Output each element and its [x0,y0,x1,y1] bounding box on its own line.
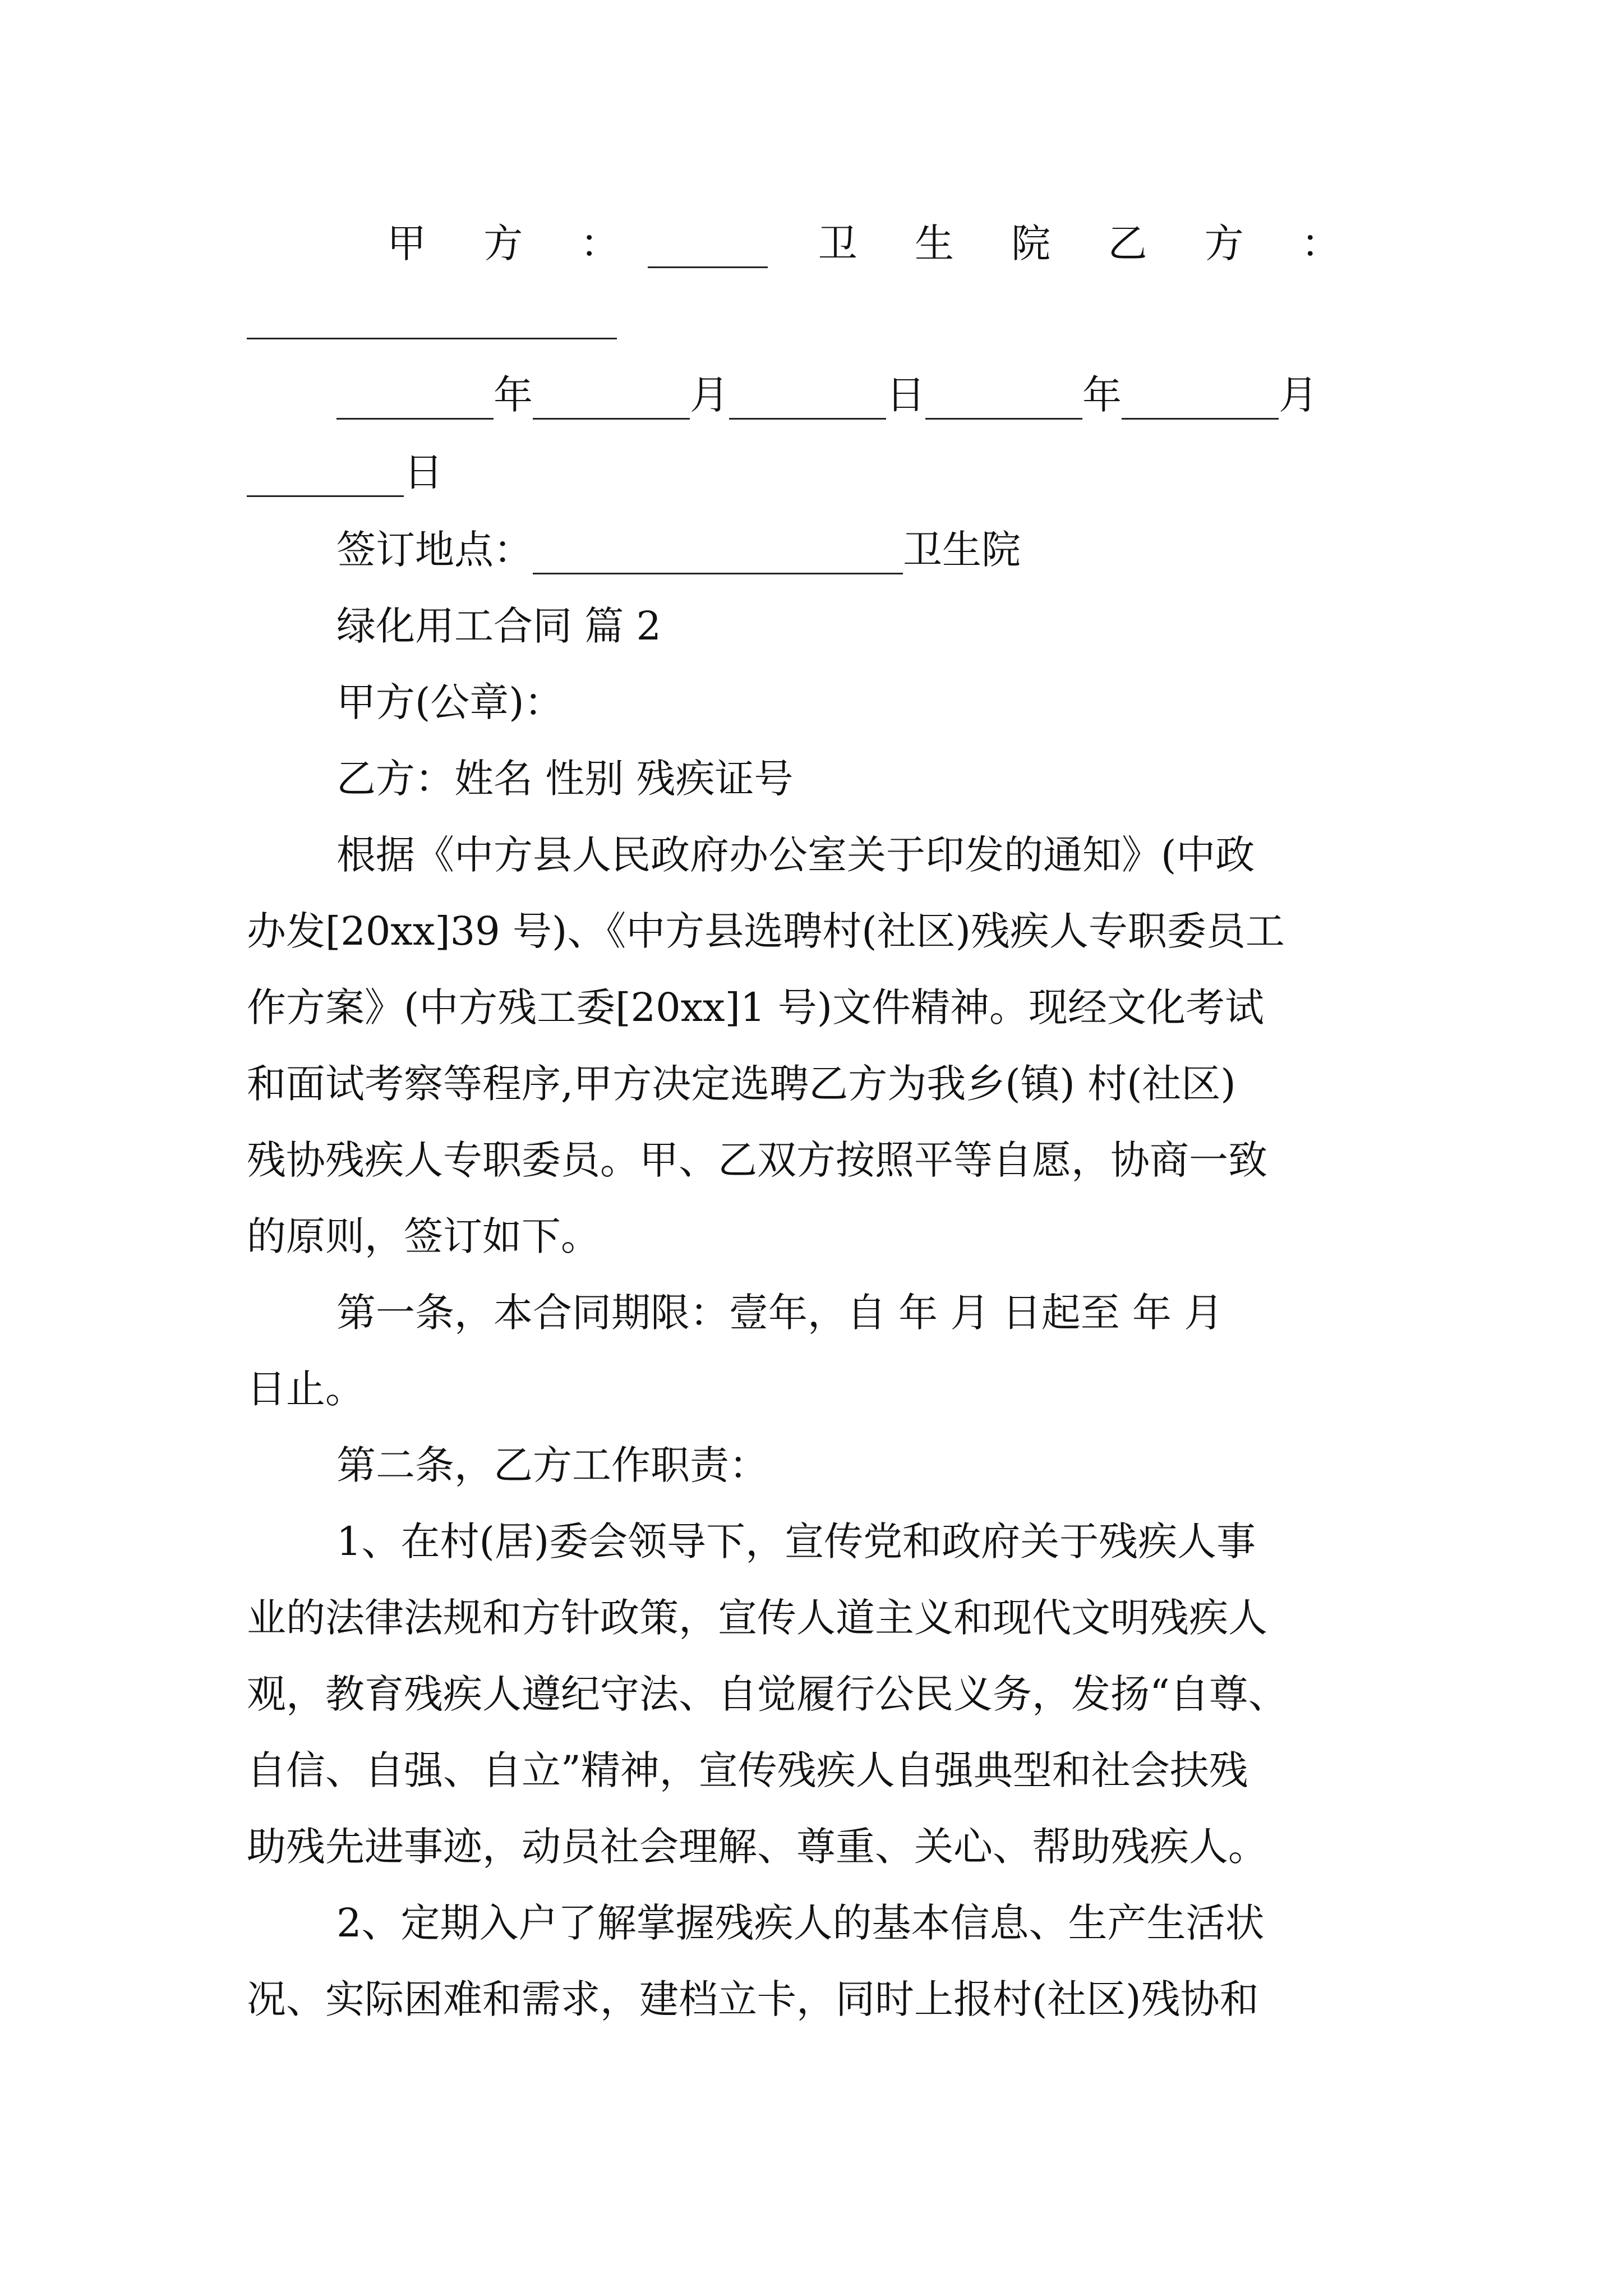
date-blank [247,459,404,497]
duty-one-line: 业的法律法规和方针政策，宣传人道主义和现代文明残疾人 [247,1595,1267,1641]
paragraph-line: 办发[20xx]39 号)、《中方县选聘村(社区)残疾人专职委员工 [247,908,1285,954]
article-two: 第二条，乙方工作职责： [336,1442,768,1488]
signing-place-blank [533,537,903,574]
date-row [336,370,1469,420]
party-a-label: 甲 方 ： [387,220,642,266]
date-day-label: 日 [404,449,443,495]
date-year-label: 年 [494,372,533,418]
duty-two-line: 2、定期入户了解掌握残疾人的基本信息、生产生活状 [336,1900,1265,1946]
duty-one-line: 自信、自强、自立”精神，宣传残疾人自强典型和社会扶残 [247,1747,1248,1793]
signing-place-suffix: 卫生院 [903,527,1021,573]
paragraph-line: 的原则，签订如下。 [247,1213,600,1259]
signing-place-label: 签订地点： [336,527,533,573]
hospital-party-b-label: 卫 生 院 乙 方 ： [818,220,1363,266]
signing-place-row [336,525,1469,574]
duty-one-line: 助残先进事迹，动员社会理解、尊重、关心、帮助残疾人。 [247,1824,1267,1870]
paragraph-line: 作方案》(中方残工委[20xx]1 号)文件精神。现经文化考试 [247,984,1265,1030]
date-month-label: 月 [690,372,729,418]
duty-two-line: 况、实际困难和需求，建档立卡，同时上报村(社区)残协和 [247,1976,1259,2022]
date-blank [336,382,494,420]
date-month-label: 月 [1279,372,1318,418]
article-one-end: 日止。 [247,1366,365,1412]
duty-one-line: 1、在村(居)委会领导下，宣传党和政府关于残疾人事 [336,1519,1256,1565]
date-blank [533,382,690,420]
duty-one-line: 观，教育残疾人遵纪守法、自觉履行公民义务，发扬“自尊、 [247,1671,1288,1717]
date-blank [1122,382,1279,420]
party-row [387,219,1363,268]
paragraph-line: 残协残疾人专职委员。甲、乙双方按照平等自愿，协商一致 [247,1137,1267,1183]
article-one: 第一条，本合同期限：壹年，自 年 月 日起至 年 月 [336,1290,1224,1336]
party-a-blank [648,231,768,268]
section-title: 绿化用工合同 篇 2 [336,603,662,649]
paragraph-line: 根据《中方县人民政府办公室关于印发的通知》(中政 [336,832,1255,878]
paragraph-line: 和面试考察等程序,甲方决定选聘乙方为我乡(镇) 村(社区) [247,1061,1236,1107]
party-b-blank [247,292,617,339]
date-blank [729,382,886,420]
party-a-seal: 甲方(公章)： [336,679,564,725]
date-row-continued [247,448,1380,497]
date-blank [925,382,1082,420]
date-year-label: 年 [1082,372,1122,418]
date-day-label: 日 [886,372,925,418]
party-b-info: 乙方：姓名 性别 残疾证号 [336,756,794,802]
